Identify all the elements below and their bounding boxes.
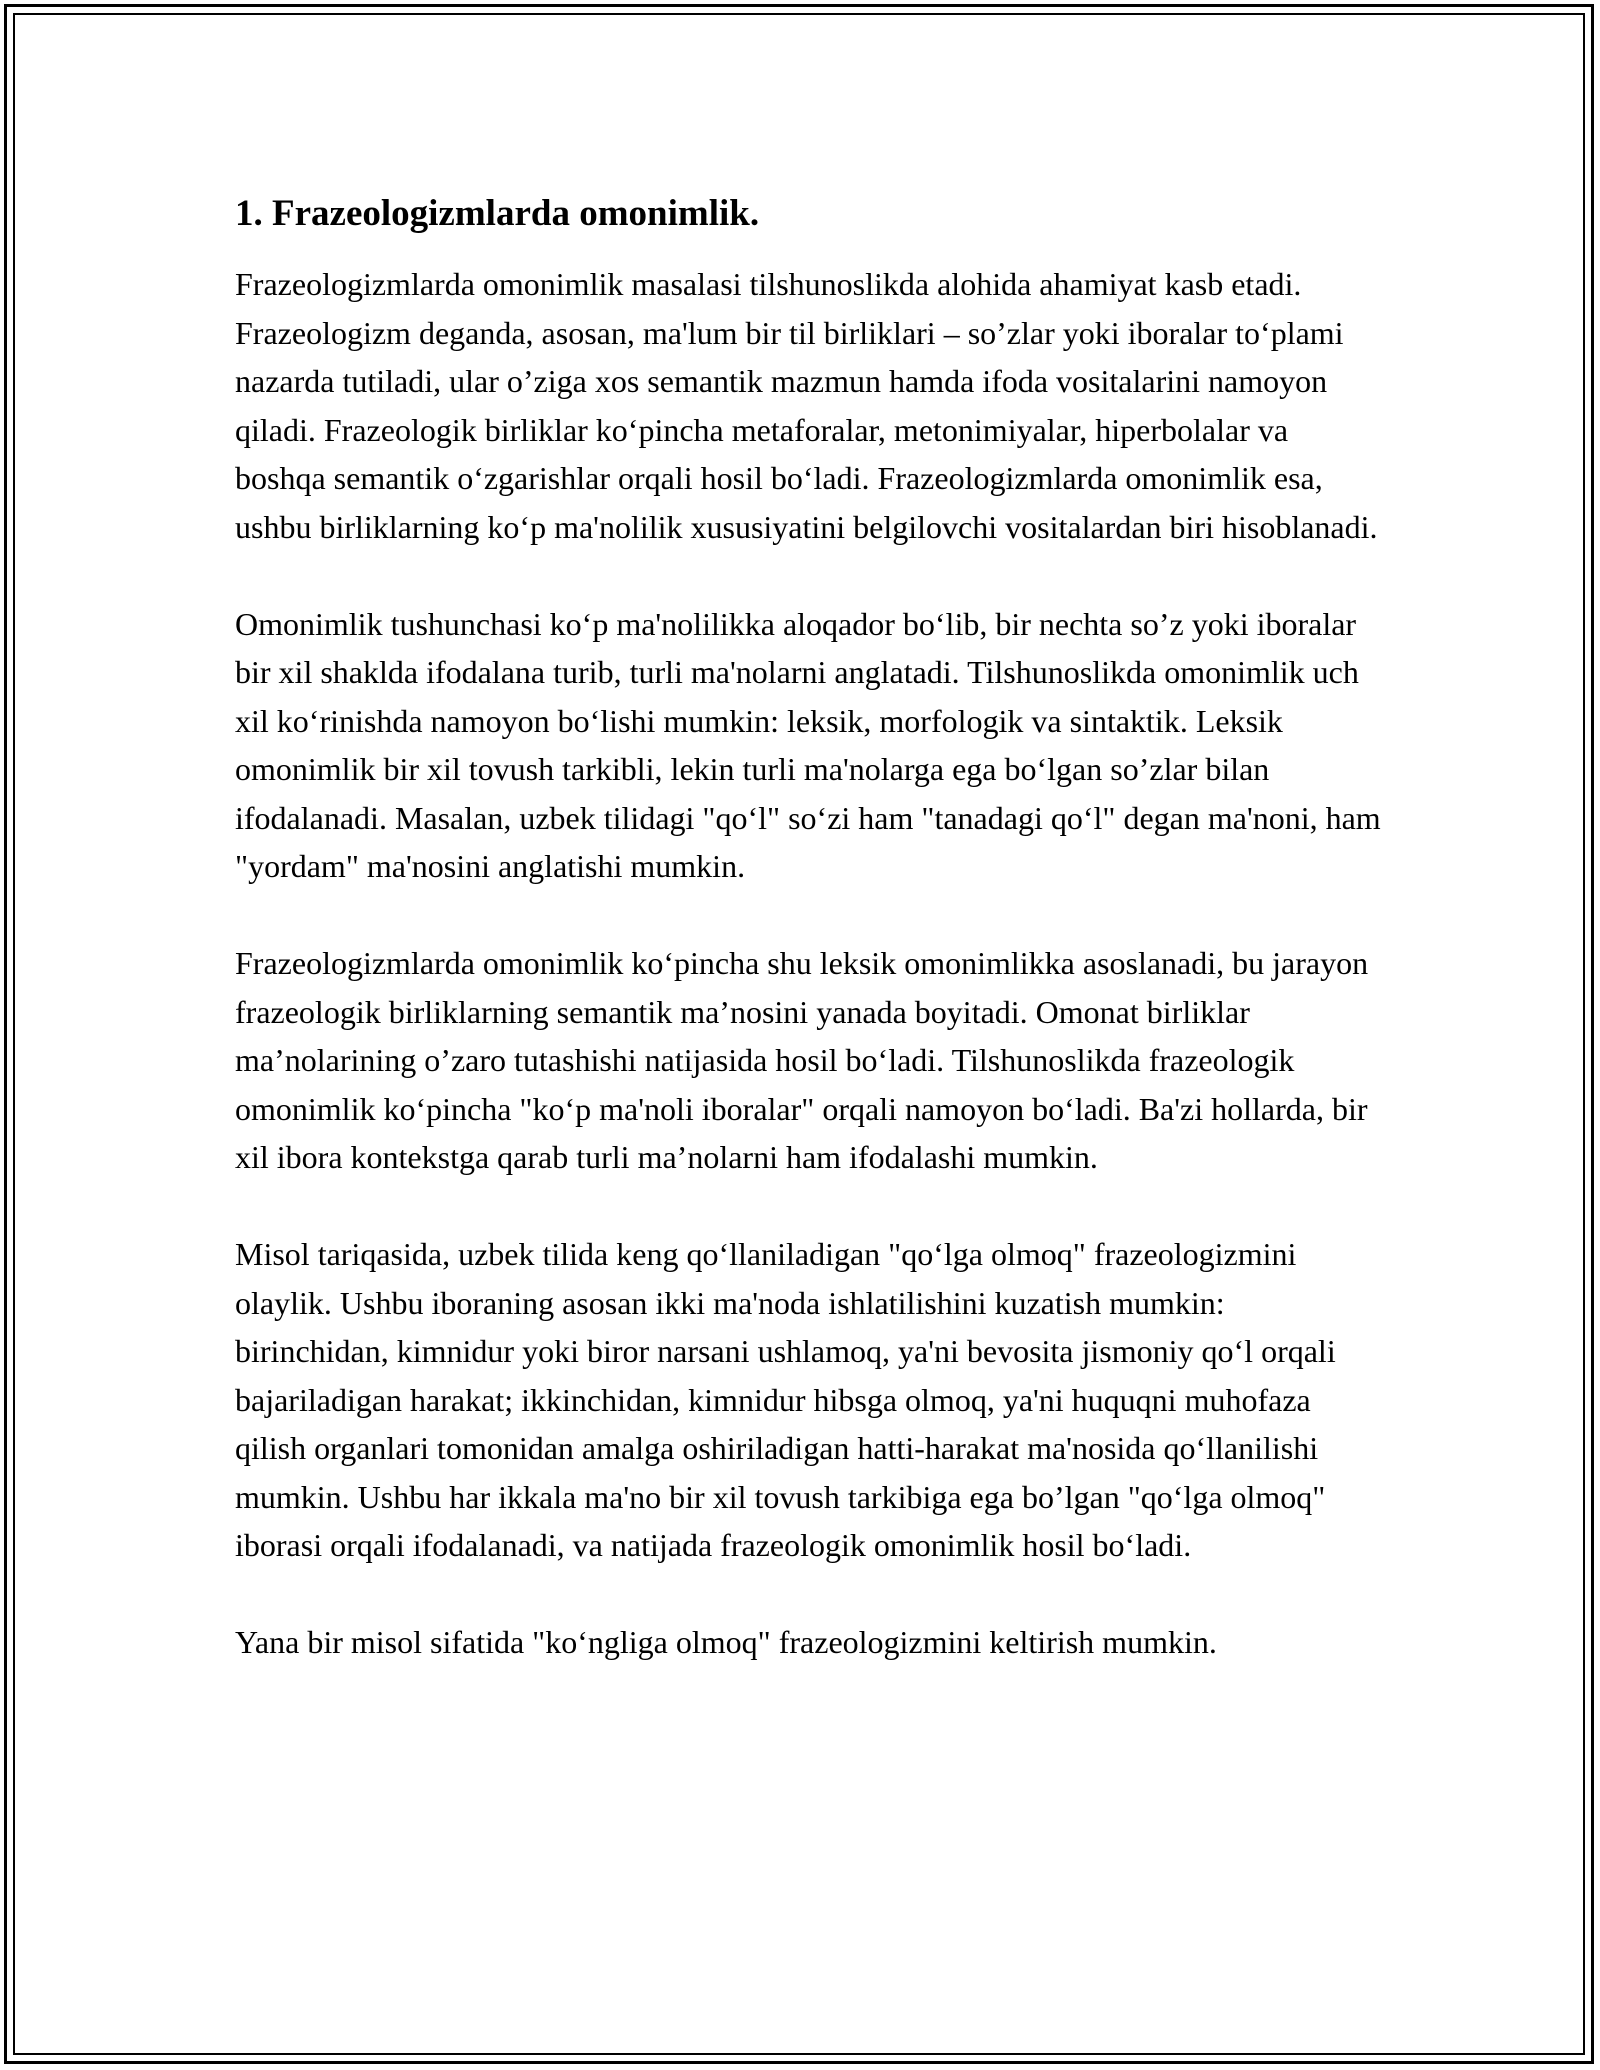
paragraph-3: Frazeologizmlarda omonimlik ko‘pincha shu leksik omonimlikka asoslanadi, bu jarayon frazeologik birliklarning semantik ma’nosini yanada boyitadi. Omonat birliklar ma’nolarining o’zaro tutashishi natijasida hosil bo‘ladi. Tilshunoslikda frazeologik omonimlik ko‘pincha "ko‘p ma'noli iboralar" orqali namoyon bo‘ladi. Ba'zi hollarda, bir xil ibora kontekstga qarab turli ma’nolarni ham ifodalashi mumkin. [235,945,1369,1175]
paragraph-5: Yana bir misol sifatida "ko‘ngliga olmoq" frazeologizmini keltirish mumkin. [235,1624,1217,1660]
paragraph-4: Misol tariqasida, uzbek tilida keng qo‘llaniladigan "qo‘lga olmoq" frazeologizmini olaylik. Ushbu iboraning asosan ikki ma'noda ishlatilishini kuzatish mumkin: birinchidan, kimnidur yoki biror narsani ushlamoq, ya'ni bevosita jismoniy qo‘l orqali bajariladigan harakat; ikkinchidan, kimnidur hibsga olmoq, ya'ni huquqni muhofaza qilish organlari tomonidan amalga oshiriladigan hatti-harakat ma'nosida qo‘llanilishi mumkin. Ushbu har ikkala ma'no bir xil tovush tarkibiga ega bo’lgan "qo‘lga olmoq" iborasi orqali ifodalanadi, va natijada frazeologik omonimlik hosil bo‘ladi. [235,1236,1336,1563]
paragraph-2: Omonimlik tushunchasi ko‘p ma'nolilikka aloqador bo‘lib, bir nechta so’z yoki iboralar bir xil shaklda ifodalana turib, turli ma'nolarni anglatadi. Tilshunoslikda omonimlik uch xil ko‘rinishda namoyon bo‘lishi mumkin: leksik, morfologik va sintaktik. Leksik omonimlik bir xil tovush tarkibli, lekin turli ma'nolarga ega bo‘lgan so’zlar bilan ifodalanadi. Masalan, uzbek tilidagi "qo‘l" so‘zi ham "tanadagi qo‘l" degan ma'noni, ham "yordam" ma'nosini anglatishi mumkin. [235,605,1381,884]
section-heading: 1. Frazeologizmlarda omonimlik. [235,193,760,234]
document-body [235,190,1385,1667]
paragraph-1: Frazeologizmlarda omonimlik masalasi tilshunoslikda alohida ahamiyat kasb etadi. Frazeologizm deganda, asosan, ma'lum bir til birliklari – so’zlar yoki iboralar to‘plami nazarda tutiladi, ular o’ziga xos semantik mazmun hamda ifoda vositalarini namoyon qiladi. Frazeologik birliklar ko‘pincha metaforalar, metonimiyalar, hiperbolalar va boshqa semantik o‘zgarishlar orqali hosil bo‘ladi. Frazeologizmlarda omonimlik esa, ushbu birliklarning ko‘p ma'nolilik xususiyatini belgilovchi vositalardan biri hisoblanadi. [235,266,1378,545]
